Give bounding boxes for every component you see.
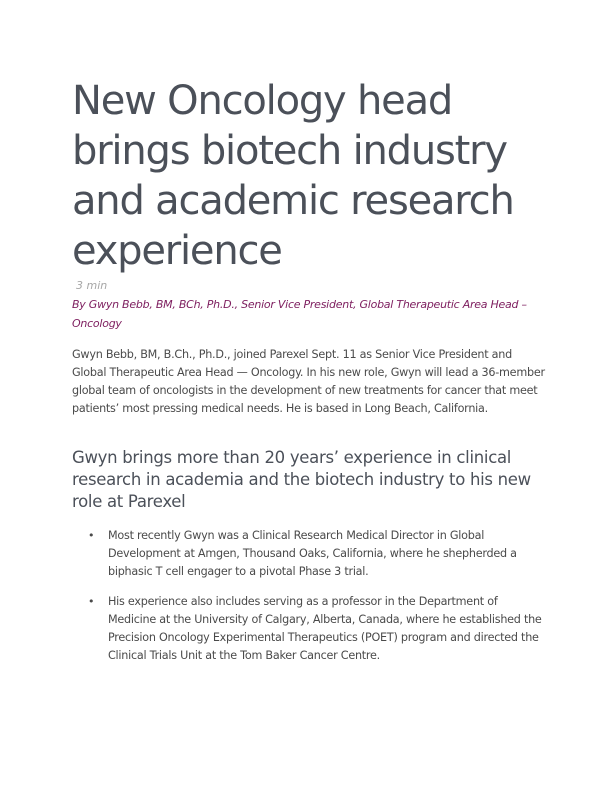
section-subheading: Gwyn brings more than 20 years’ experience in clinical research in academia and the biotech industry to his new role at Parexel xyxy=(72,448,531,511)
read-time: 3 min xyxy=(76,279,108,292)
bullet-item xyxy=(86,527,548,581)
bullet-list xyxy=(86,527,548,677)
article-byline: By Gwyn Bebb, BM, BCh, Ph.D., Senior Vice President, Global Therapeutic Area Head – Oncology xyxy=(72,298,527,330)
bullet-marker: • xyxy=(88,595,95,608)
bullet-text: His experience also includes serving as a professor in the Department of Medicine at the University of Calgary, Alberta, Canada, where he established the Precision Oncology Experimental Therapeutics (POET) program and directed the Clinical Trials Unit at the Tom Baker Cancer Centre. xyxy=(108,595,542,662)
bullet-text: Most recently Gwyn was a Clinical Research Medical Director in Global Development at Amgen, Thousand Oaks, California, where he shepherded a biphasic T cell engager to a pivotal Phase 3 trial. xyxy=(108,529,517,578)
bullet-marker: • xyxy=(88,529,95,542)
bullet-item xyxy=(86,593,548,665)
intro-paragraph: Gwyn Bebb, BM, B.Ch., Ph.D., joined Parexel Sept. 11 as Senior Vice President and Global Therapeutic Area Head — Oncology. In his new role, Gwyn will lead a 36-member global team of oncologists in the development of new treatments for cancer that meet patients’ most pressing medical needs. He is based in Long Beach, California. xyxy=(72,348,545,415)
article-title: New Oncology head brings biotech industry and academic research experience xyxy=(72,78,514,274)
